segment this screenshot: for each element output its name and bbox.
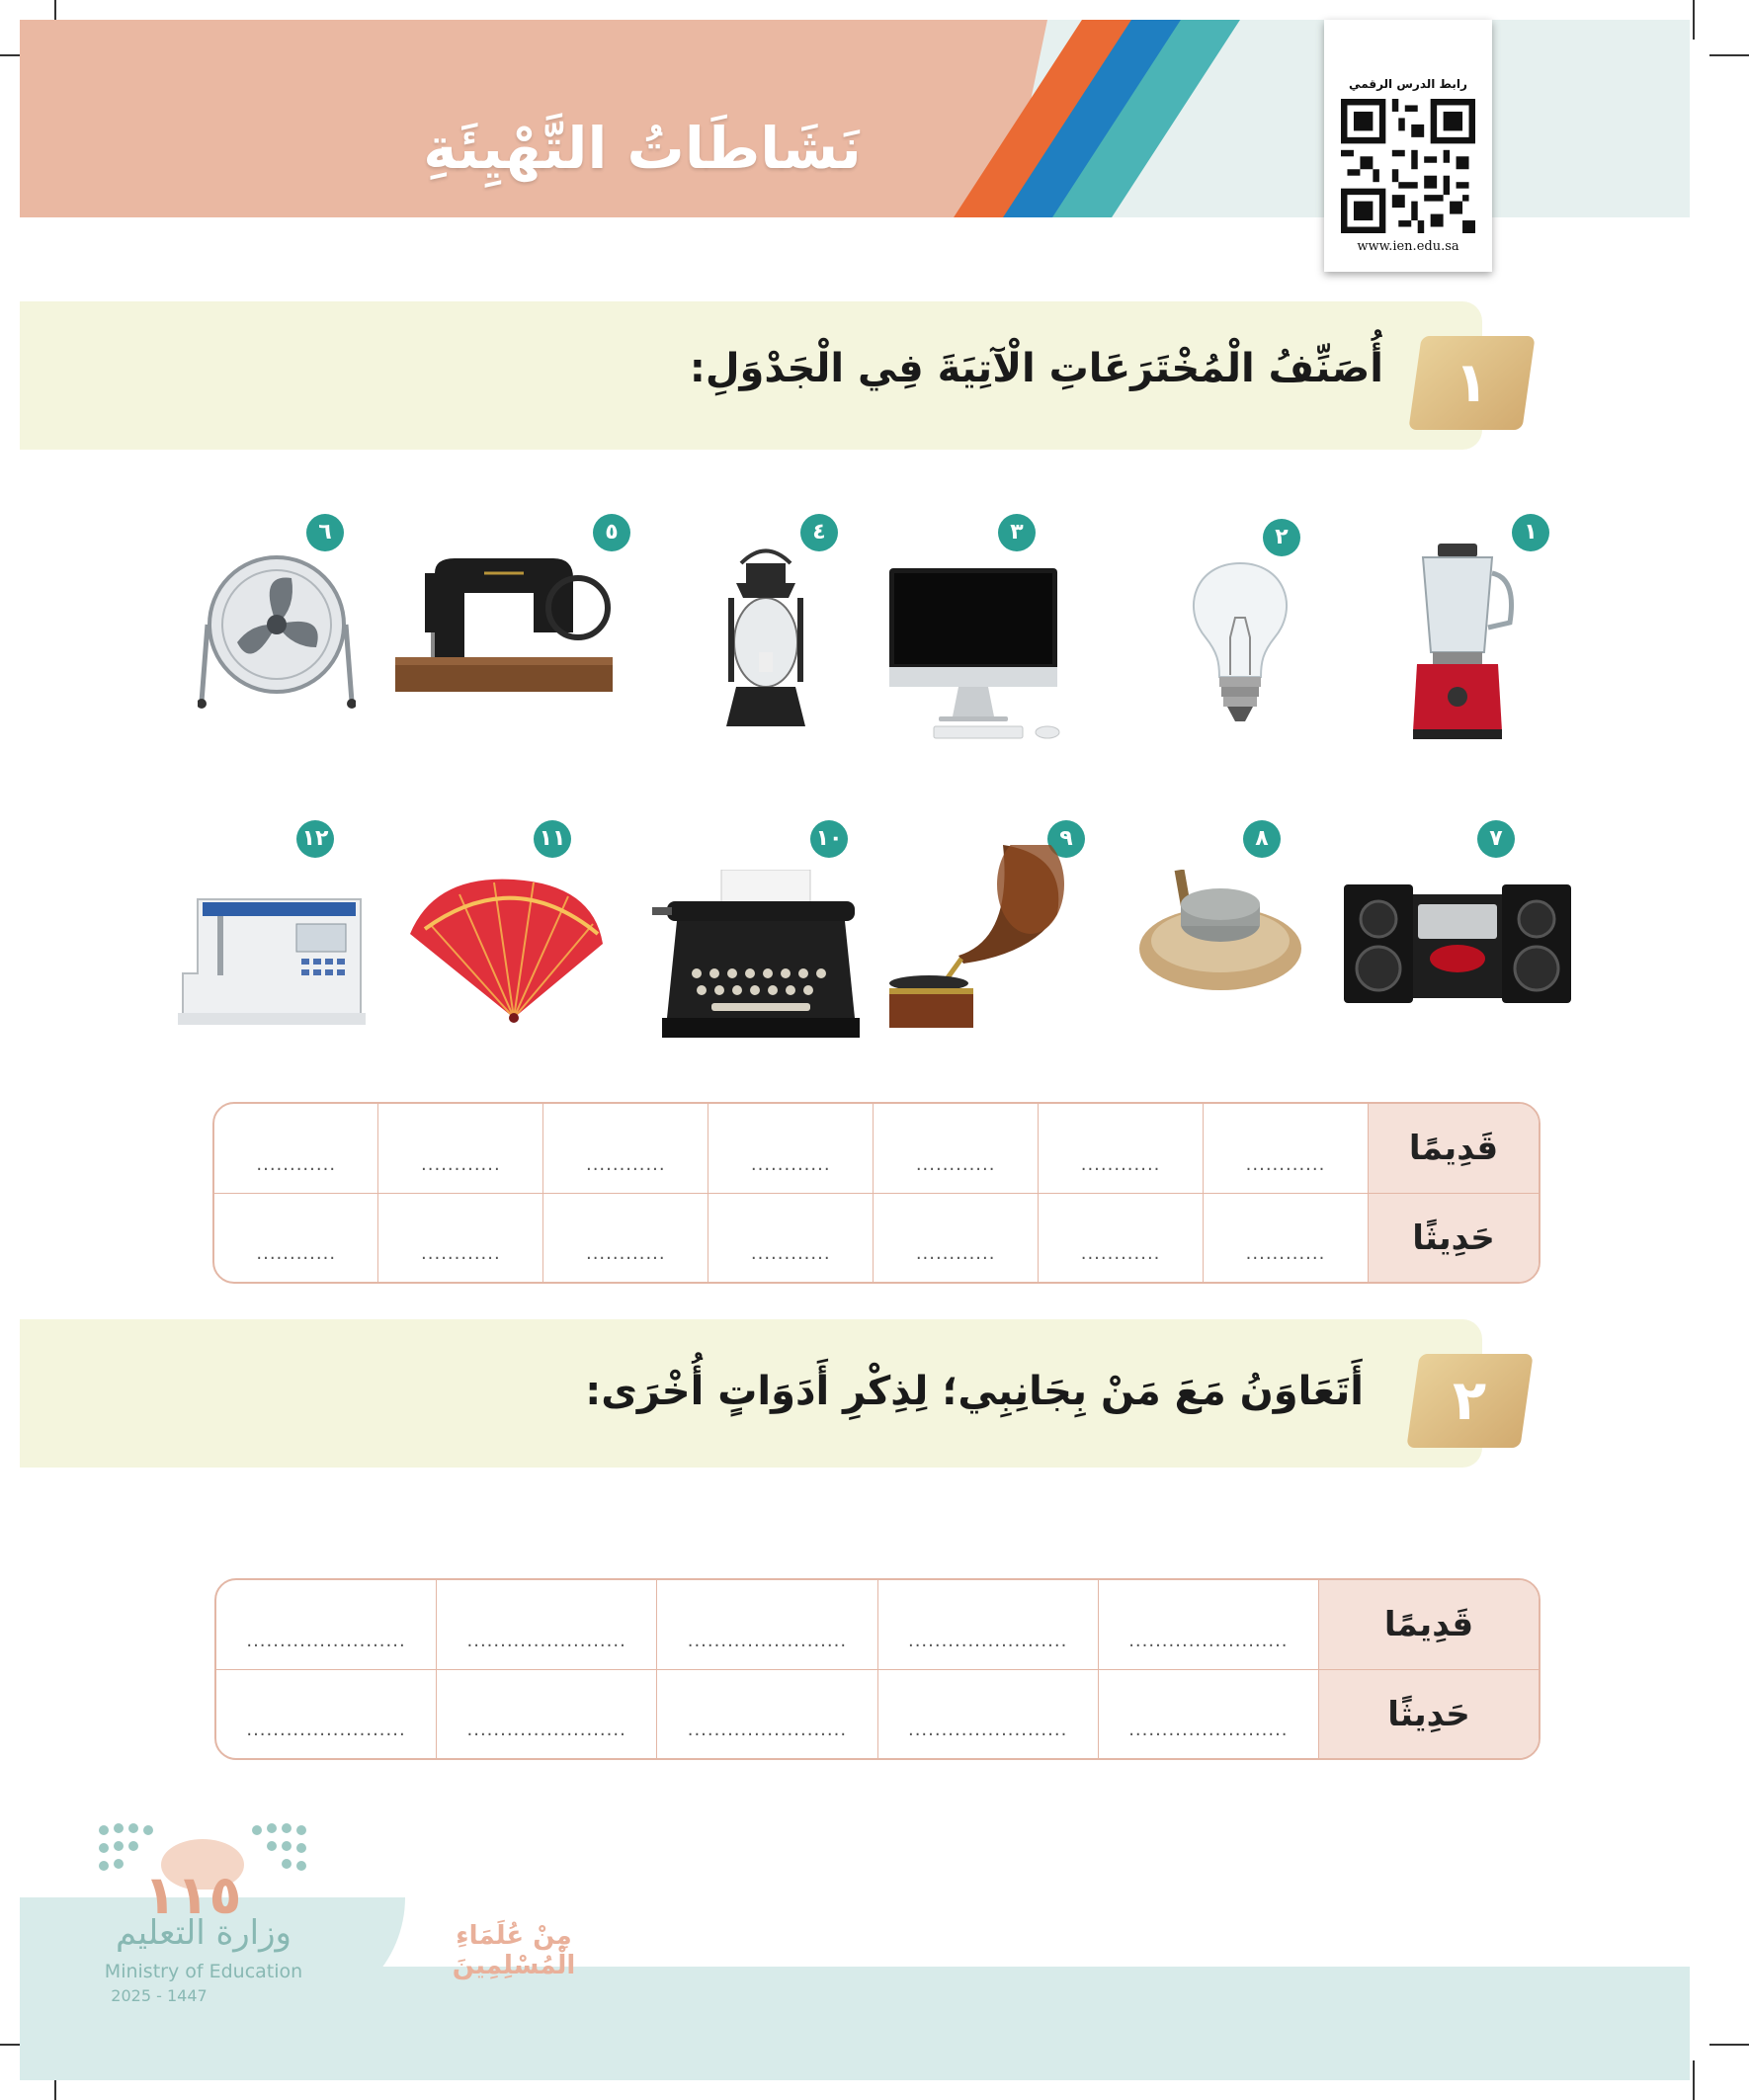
qr-code-icon[interactable]: [1341, 99, 1475, 233]
edition-year: 2025 - 1447: [111, 1986, 208, 2005]
old-sewing-machine-icon: [395, 553, 632, 702]
page-title: نَشَاطَاتُ التَّهْيِئَةِ: [423, 115, 862, 182]
crop-mark: [1693, 2060, 1695, 2100]
answer-blank[interactable]: ............: [1039, 1193, 1204, 1282]
item-badge: ٨: [1243, 820, 1281, 858]
answer-blank[interactable]: ........................: [877, 1580, 1098, 1669]
electric-fan-icon: [198, 553, 356, 712]
crop-mark: [1709, 2044, 1749, 2046]
crop-mark: [1709, 54, 1749, 56]
answer-blank[interactable]: ............: [1039, 1104, 1204, 1193]
item-badge: ٣: [998, 514, 1036, 551]
modern-sewing-machine-icon: [178, 894, 371, 1028]
item-old-sewing-machine: [395, 514, 619, 741]
activity1-number-tab: [1408, 336, 1535, 430]
answer-blank[interactable]: ............: [1204, 1193, 1369, 1282]
answer-blank[interactable]: ............: [708, 1193, 874, 1282]
item-badge: ١٠: [810, 820, 848, 858]
item-badge: ٢: [1263, 519, 1300, 556]
ministry-name-en: Ministry of Education: [104, 1961, 303, 1982]
activity1-question: أُصَنِّفُ الْمُخْتَرَعَاتِ الْآتِيَةَ فِي الْجَدْوَلِ:: [689, 346, 1383, 391]
light-bulb-icon: [1176, 558, 1304, 736]
answer-blank[interactable]: ............: [1204, 1104, 1369, 1193]
item-computer-monitor: [889, 514, 1087, 741]
item-electric-fan: [188, 514, 385, 741]
blender-icon: [1393, 544, 1522, 741]
item-modern-sewing-machine: [178, 820, 375, 1048]
row-header-new: حَدِيثًا: [1319, 1669, 1540, 1758]
activity2-number: ٢: [1453, 1369, 1487, 1433]
qr-url[interactable]: www.ien.edu.sa: [1357, 239, 1459, 254]
item-hand-fan: [405, 820, 603, 1048]
item-stone-hand-mill: [1136, 820, 1334, 1048]
stereo-system-icon: [1344, 880, 1571, 1008]
answer-blank[interactable]: ............: [874, 1193, 1039, 1282]
item-blender: [1374, 514, 1571, 741]
item-badge: ١: [1512, 514, 1549, 551]
answer-blank[interactable]: ............: [543, 1104, 708, 1193]
activity2-number-tab: [1406, 1354, 1533, 1448]
computer-monitor-icon: [889, 568, 1082, 746]
item-oil-lantern: [682, 514, 879, 741]
item-stereo-system: [1344, 820, 1541, 1048]
item-badge: ٩: [1047, 820, 1085, 858]
item-badge: ٤: [800, 514, 838, 551]
answer-blank[interactable]: ........................: [216, 1580, 437, 1669]
answer-blank[interactable]: ........................: [1098, 1669, 1318, 1758]
answer-blank[interactable]: ............: [378, 1193, 543, 1282]
answer-blank[interactable]: ........................: [437, 1580, 657, 1669]
table-row-new: [214, 1193, 1539, 1282]
item-badge: ٦: [306, 514, 344, 551]
item-badge: ٥: [593, 514, 630, 551]
classification-table-2: [214, 1578, 1541, 1760]
answer-blank[interactable]: ........................: [216, 1669, 437, 1758]
activity2-question: أَتَعَاوَنُ مَعَ مَنْ بِجَانِبِي؛ لِذِكْرِ أَدَوَاتٍ أُخْرَى:: [585, 1369, 1364, 1414]
crop-mark: [1693, 0, 1695, 40]
answer-blank[interactable]: ........................: [657, 1580, 877, 1669]
answer-blank[interactable]: ........................: [877, 1669, 1098, 1758]
gramophone-icon: [884, 845, 1072, 1043]
item-badge: ١٢: [296, 820, 334, 858]
item-typewriter: [652, 820, 850, 1048]
typewriter-icon: [652, 870, 865, 1043]
hand-fan-icon: [405, 875, 603, 1033]
page-number: ١١٥: [143, 1864, 242, 1926]
answer-blank[interactable]: ............: [214, 1193, 378, 1282]
item-badge: ٧: [1477, 820, 1515, 858]
item-gramophone: [879, 820, 1077, 1048]
answer-blank[interactable]: ........................: [1098, 1580, 1318, 1669]
table-row-old: [214, 1104, 1539, 1193]
answer-blank[interactable]: ............: [378, 1104, 543, 1193]
row-header-old: قَدِيمًا: [1369, 1104, 1540, 1193]
item-light-bulb: [1156, 514, 1354, 741]
digital-lesson-qr-card[interactable]: [1324, 20, 1492, 272]
answer-blank[interactable]: ........................: [437, 1669, 657, 1758]
table-row-new: [216, 1669, 1539, 1758]
classification-table-1: [212, 1102, 1541, 1284]
footer-tagline: مِنْ عُلَمَاءِ الْمُسْلِمِينَ: [452, 1921, 576, 1980]
item-badge: ١١: [534, 820, 571, 858]
ministry-name-ar: وزارة التعليم: [116, 1913, 292, 1953]
answer-blank[interactable]: ........................: [657, 1669, 877, 1758]
table-row-old: [216, 1580, 1539, 1669]
answer-blank[interactable]: ............: [708, 1104, 874, 1193]
answer-blank[interactable]: ............: [874, 1104, 1039, 1193]
row-header-new: حَدِيثًا: [1369, 1193, 1540, 1282]
row-header-old: قَدِيمًا: [1319, 1580, 1540, 1669]
activity1-number: ١: [1455, 351, 1489, 415]
stone-hand-mill-icon: [1136, 870, 1304, 998]
answer-blank[interactable]: ............: [543, 1193, 708, 1282]
oil-lantern-icon: [702, 544, 830, 741]
answer-blank[interactable]: ............: [214, 1104, 378, 1193]
qr-label: رابط الدرس الرقمي: [1349, 77, 1467, 91]
